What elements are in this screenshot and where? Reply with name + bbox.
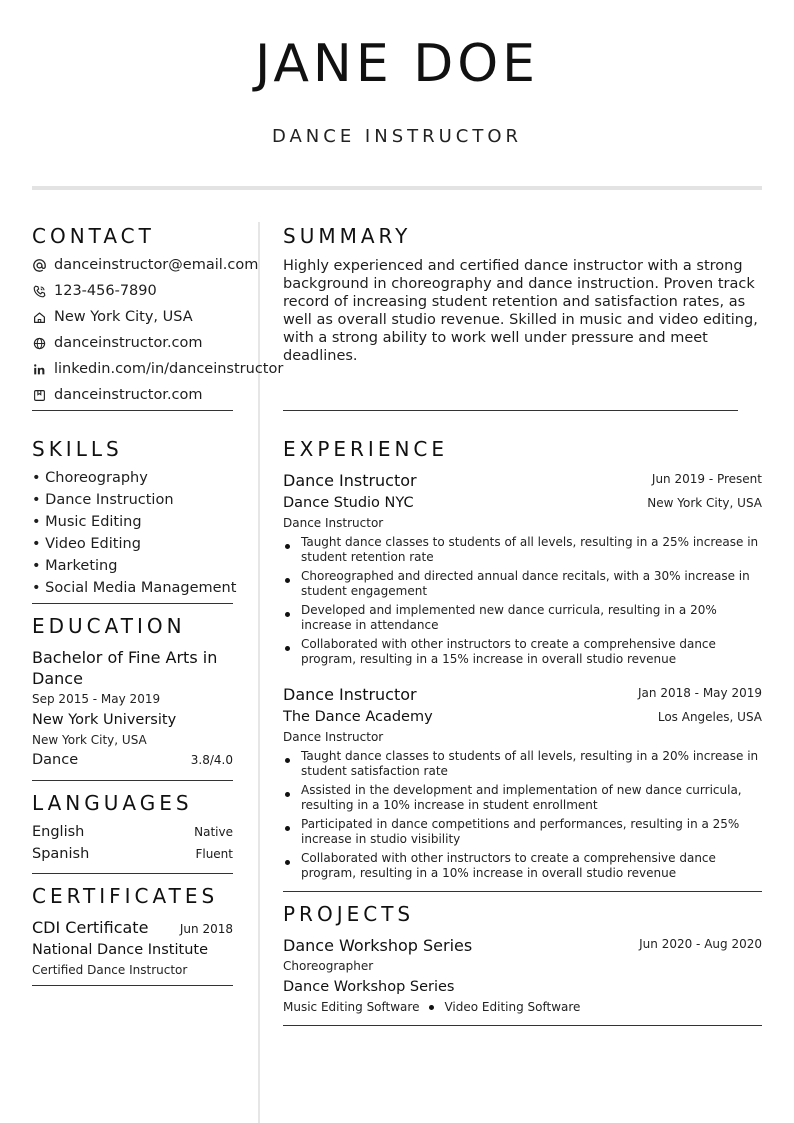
job-bullet: Collaborated with other instructors to create a comprehensive dance program, resulting in a 15% increase in overall studio revenue	[283, 637, 762, 667]
projects-heading: PROJECTS	[283, 902, 415, 926]
job-title: Dance Instructor	[283, 685, 417, 704]
skill-item: • Dance Instruction	[32, 492, 174, 508]
candidate-name: JANE DOE	[254, 34, 540, 94]
header-divider	[32, 186, 762, 190]
project-title: Dance Workshop Series	[283, 936, 473, 955]
job-location: Los Angeles, USA	[657, 710, 762, 724]
contact-portfolio[interactable]	[32, 387, 203, 403]
job-bullet: Assisted in the development and implementation of new dance curricula, resulting in a 10% increase in student enrollment	[283, 783, 762, 813]
language-name: English	[32, 824, 85, 840]
portfolio-text: danceinstructor.com	[54, 387, 203, 403]
skill-item: • Video Editing	[32, 536, 141, 552]
job-bullet: Participated in dance competitions and performances, resulting in a 25% increase in studio visibility	[283, 817, 762, 847]
job-title-header: DANCE INSTRUCTOR	[271, 126, 523, 147]
certificate-date: Jun 2018	[179, 922, 233, 936]
project-dates: Jun 2020 - Aug 2020	[639, 937, 762, 951]
job-role: Dance Instructor	[283, 516, 384, 530]
job-bullet: Developed and implemented new dance curricula, resulting in a 20% increase in attendance	[283, 603, 762, 633]
contact-email[interactable]	[32, 257, 258, 273]
job-bullet: Collaborated with other instructors to create a comprehensive dance program, resulting in a 10% increase in overall studio revenue	[283, 851, 762, 881]
phone-icon	[32, 284, 46, 298]
column-divider	[258, 222, 260, 1123]
website-text: danceinstructor.com	[54, 335, 203, 351]
job-bullet: Choreographed and directed annual dance recitals, with a 30% increase in student engagement	[283, 569, 762, 599]
education-divider	[32, 780, 233, 781]
project-role: Choreographer	[283, 959, 374, 973]
project-tools	[283, 1000, 580, 1014]
location-text: New York City, USA	[54, 309, 193, 325]
job-dates: Jan 2018 - May 2019	[638, 686, 762, 700]
language-level: Native	[194, 825, 233, 839]
job-company: The Dance Academy	[283, 709, 433, 725]
contact-phone[interactable]	[32, 283, 157, 299]
school-location: New York City, USA	[32, 733, 147, 747]
certificate-row	[32, 918, 233, 937]
linkedin-text: linkedin.com/in/danceinstructor	[54, 361, 284, 377]
gpa: 3.8/4.0	[190, 753, 233, 767]
job-bullets	[283, 535, 762, 671]
skills-heading: SKILLS	[32, 437, 123, 461]
projects-divider	[283, 1025, 762, 1026]
language-row	[32, 824, 233, 840]
bullet-separator	[429, 1005, 434, 1010]
summary-text: Highly experienced and certified dance instructor with a strong background in choreography and dance instruction. Proven track record of increasing student retention and satisfaction rates, as well as overall studio revenue. Skilled in music and video editing, with a strong ability to work well under pressure and meet deadlines.	[283, 258, 758, 364]
education-field-row	[32, 752, 233, 768]
language-level: Fluent	[195, 847, 233, 861]
skill-item: • Social Media Management	[32, 580, 237, 596]
job-dates: Jun 2019 - Present	[651, 472, 762, 486]
at-icon	[32, 258, 46, 272]
phone-text: 123-456-7890	[54, 283, 157, 299]
languages-heading: LANGUAGES	[32, 791, 193, 815]
job-bullet: Taught dance classes to students of all levels, resulting in a 20% increase in student satisfaction rate	[283, 749, 762, 779]
education-dates: Sep 2015 - May 2019	[32, 692, 161, 706]
home-icon	[32, 310, 46, 324]
certificates-divider	[32, 985, 233, 986]
project-tool: Music Editing Software	[283, 1000, 420, 1014]
certificates-heading: CERTIFICATES	[32, 884, 219, 908]
summary-divider	[283, 410, 738, 411]
email-text: danceinstructor@email.com	[54, 257, 259, 273]
language-row	[32, 846, 233, 862]
experience-heading: EXPERIENCE	[283, 437, 449, 461]
contact-linkedin[interactable]	[32, 361, 283, 377]
degree: Bachelor of Fine Arts in Dance	[32, 648, 218, 688]
globe-icon	[32, 336, 46, 350]
school-name: New York University	[32, 712, 177, 728]
education-heading: EDUCATION	[32, 614, 186, 638]
job-title: Dance Instructor	[283, 471, 417, 490]
job-company: Dance Studio NYC	[283, 495, 414, 511]
job-role: Dance Instructor	[283, 730, 384, 744]
language-name: Spanish	[32, 846, 90, 862]
contact-location	[32, 309, 193, 325]
experience-divider	[283, 891, 762, 892]
project-subtitle: Dance Workshop Series	[283, 979, 455, 995]
linkedin-icon	[32, 362, 46, 376]
field-of-study: Dance	[32, 752, 79, 768]
skill-item: • Marketing	[32, 558, 118, 574]
job-bullet: Taught dance classes to students of all levels, resulting in a 25% increase in student retention rate	[283, 535, 762, 565]
portfolio-icon	[32, 388, 46, 402]
project-tool: Video Editing Software	[444, 1000, 581, 1014]
job-location: New York City, USA	[647, 496, 762, 510]
skill-item: • Choreography	[32, 470, 148, 486]
contact-website[interactable]	[32, 335, 203, 351]
job-bullets	[283, 749, 762, 885]
skill-item: • Music Editing	[32, 514, 142, 530]
summary-heading: SUMMARY	[283, 224, 412, 248]
contact-divider	[32, 410, 233, 411]
certificate-name: CDI Certificate	[32, 918, 149, 937]
languages-divider	[32, 873, 233, 874]
certificate-description: Certified Dance Instructor	[32, 963, 188, 977]
contact-heading: CONTACT	[32, 224, 155, 248]
skills-divider	[32, 603, 233, 604]
certificate-issuer: National Dance Institute	[32, 942, 208, 958]
